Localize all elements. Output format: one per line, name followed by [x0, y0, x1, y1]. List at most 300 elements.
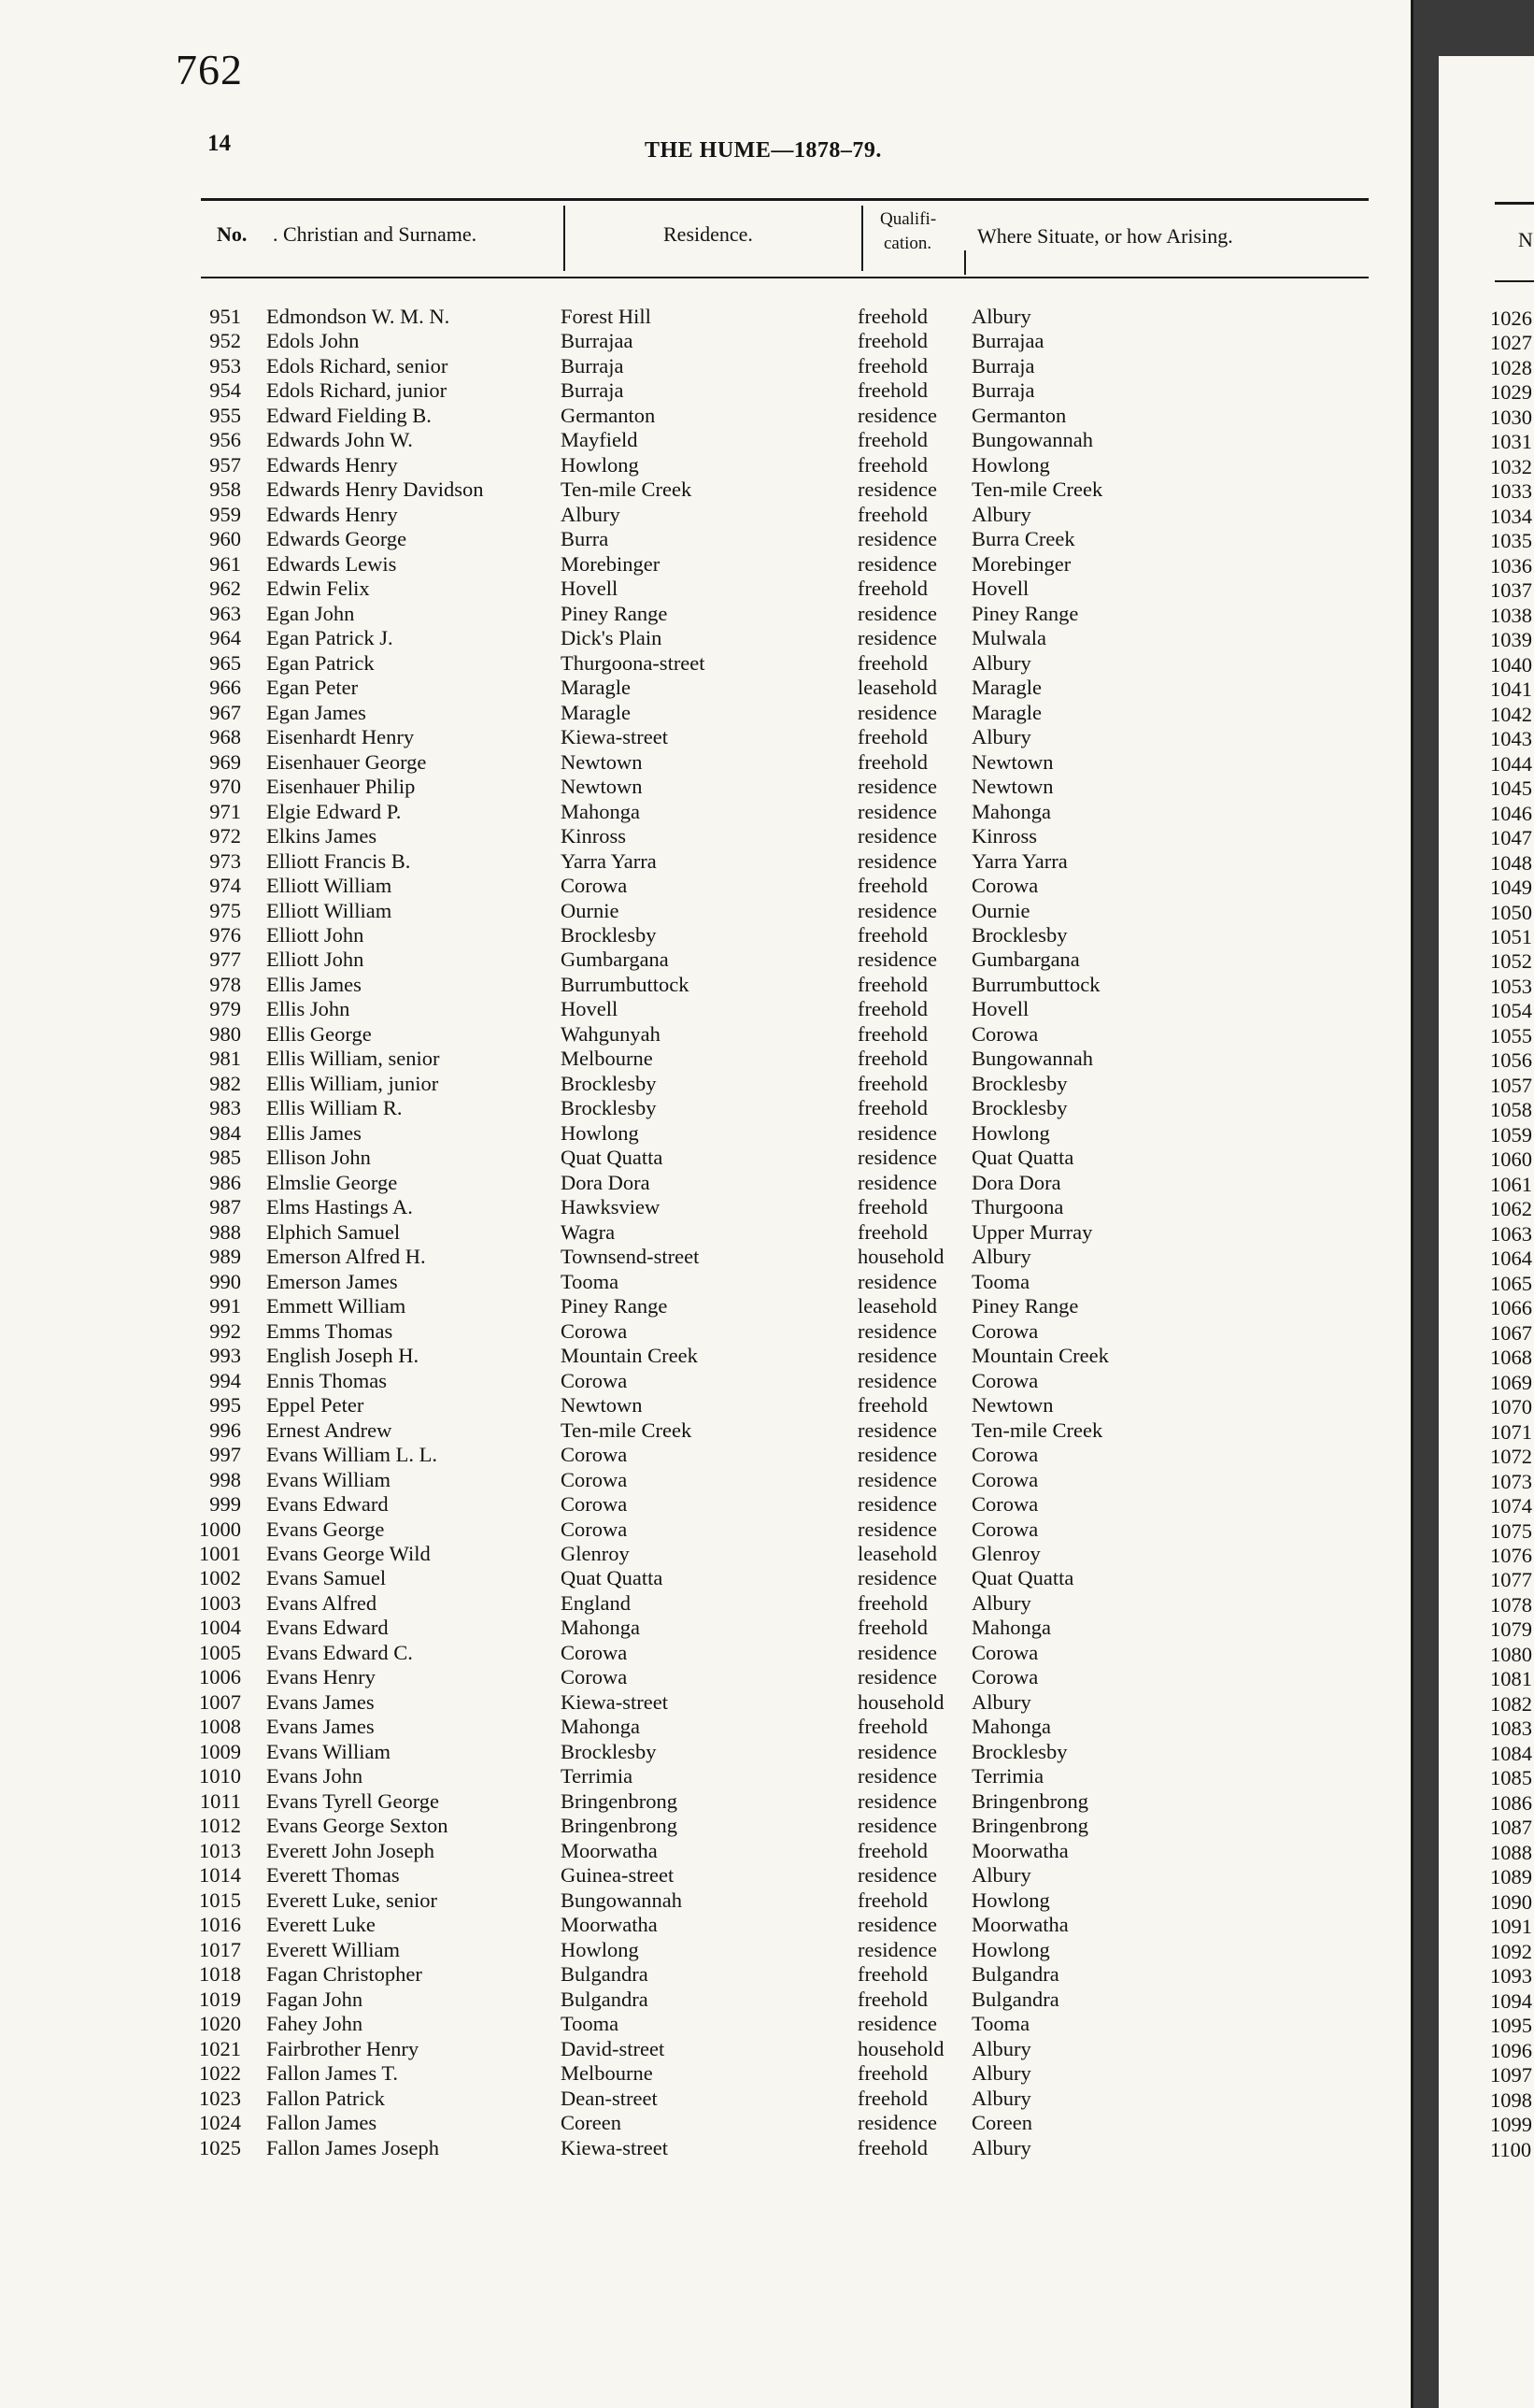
elector-residence: Mayfield — [561, 428, 638, 452]
elector-qualification: freehold — [858, 749, 928, 774]
column-divider — [964, 250, 966, 275]
column-header-qualification-1: Qualifi- — [880, 209, 937, 229]
facing-entry-number: 1081 — [1490, 1667, 1532, 1691]
elector-qualification: freehold — [858, 502, 928, 526]
elector-name: Evans Edward — [266, 1492, 389, 1517]
qualification-location: Morebinger — [972, 551, 1072, 576]
elector-name: Evans Edward C. — [266, 1640, 413, 1664]
elector-residence: Brocklesby — [561, 1096, 657, 1120]
elector-qualification: residence — [858, 898, 937, 922]
running-head: THE HUME—1878–79. — [645, 138, 882, 163]
entry-number: 963 — [209, 601, 241, 625]
table-row — [0, 1591, 1401, 1616]
elector-residence: Corowa — [561, 1318, 628, 1343]
table-row — [0, 2087, 1401, 2111]
table-row — [0, 527, 1401, 551]
elector-qualification: residence — [858, 799, 937, 823]
elector-qualification: residence — [858, 1146, 937, 1170]
table-row — [0, 2136, 1401, 2160]
elector-qualification: freehold — [858, 2135, 928, 2159]
entry-number: 1024 — [199, 2111, 241, 2135]
column-divider — [861, 206, 863, 271]
elector-qualification: residence — [858, 1814, 937, 1838]
facing-entry-number: 1082 — [1490, 1691, 1532, 1716]
elector-residence: Corowa — [561, 1665, 628, 1689]
table-row — [0, 1839, 1401, 1863]
facing-entry-number: 1087 — [1490, 1816, 1532, 1840]
table-row — [0, 1715, 1401, 1739]
elector-residence: Bringenbrong — [561, 1788, 677, 1813]
entry-number: 964 — [209, 626, 241, 650]
column-divider — [563, 206, 565, 271]
table-row — [0, 2061, 1401, 2086]
qualification-location: Bringenbrong — [972, 1788, 1088, 1813]
table-row — [0, 626, 1401, 650]
qualification-location: Moorwatha — [972, 1913, 1069, 1937]
entry-number: 955 — [209, 403, 241, 427]
entry-number: 997 — [209, 1443, 241, 1467]
facing-entry-number: 1083 — [1490, 1717, 1532, 1741]
table-row — [0, 725, 1401, 749]
qualification-location: Thurgoona — [972, 1195, 1064, 1219]
entry-number: 1022 — [199, 2061, 241, 2086]
elector-qualification: freehold — [858, 997, 928, 1021]
elector-name: Evans John — [266, 1764, 363, 1788]
table-row — [0, 577, 1401, 601]
elector-name: Fallon James Joseph — [266, 2135, 439, 2159]
entry-number: 996 — [209, 1418, 241, 1442]
elector-residence: Ten-mile Creek — [561, 477, 692, 502]
elector-residence: Germanton — [561, 403, 656, 427]
table-row — [0, 329, 1401, 353]
elector-name: Edwin Felix — [266, 577, 370, 601]
qualification-location: Ten-mile Creek — [972, 477, 1103, 502]
elector-qualification: leasehold — [858, 676, 937, 700]
table-row — [0, 1665, 1401, 1689]
qualification-location: Corowa — [972, 1318, 1039, 1343]
entry-number: 1017 — [199, 1937, 241, 1961]
qualification-location: Brocklesby — [972, 1096, 1068, 1120]
elector-residence: Corowa — [561, 1368, 628, 1392]
table-row — [0, 1418, 1401, 1443]
table-row — [0, 477, 1401, 502]
elector-qualification: freehold — [858, 725, 928, 749]
elector-name: Evans William — [266, 1739, 391, 1763]
elector-residence: Yarra Yarra — [561, 848, 657, 873]
qualification-location: Mountain Creek — [972, 1344, 1109, 1368]
table-row — [0, 874, 1401, 898]
qualification-location: Burra Creek — [972, 527, 1075, 551]
elector-name: Evans George Sexton — [266, 1814, 448, 1838]
column-header-name: . Christian and Surname. — [273, 222, 477, 246]
elector-qualification: freehold — [858, 1021, 928, 1046]
entry-number: 1023 — [199, 2086, 241, 2110]
entry-number: 986 — [209, 1170, 241, 1194]
qualification-location: Terrimia — [972, 1764, 1044, 1788]
qualification-location: Burraja — [972, 378, 1035, 403]
facing-entry-number: 1065 — [1490, 1271, 1532, 1295]
entry-number: 966 — [209, 676, 241, 700]
elector-residence: Corowa — [561, 1492, 628, 1517]
entry-number: 1015 — [199, 1888, 241, 1912]
entry-number: 1008 — [199, 1715, 241, 1739]
elector-residence: Corowa — [561, 1517, 628, 1541]
qualification-location: Glenroy — [972, 1542, 1041, 1565]
qualification-location: Quat Quatta — [972, 1146, 1074, 1170]
facing-entry-number: 1090 — [1490, 1889, 1532, 1914]
entry-number: 983 — [209, 1096, 241, 1120]
table-row — [0, 997, 1401, 1021]
entry-number: 984 — [209, 1120, 241, 1145]
elector-qualification: residence — [858, 551, 937, 576]
elector-name: Elms Hastings A. — [266, 1195, 413, 1219]
entry-number: 959 — [209, 502, 241, 526]
elector-name: Elliott Francis B. — [266, 848, 411, 873]
elector-qualification: residence — [858, 1913, 937, 1937]
elector-qualification: household — [858, 1689, 945, 1714]
table-row — [0, 378, 1401, 403]
entry-number: 1014 — [199, 1863, 241, 1888]
elector-residence: Moorwatha — [561, 1913, 658, 1937]
table-row — [0, 973, 1401, 997]
qualification-location: Ournie — [972, 898, 1030, 922]
elector-qualification: freehold — [858, 1616, 928, 1640]
facing-entry-number: 1088 — [1490, 1840, 1532, 1864]
elector-qualification: residence — [858, 948, 937, 972]
elector-qualification: freehold — [858, 329, 928, 353]
elector-name: Ellis William, junior — [266, 1071, 439, 1095]
facing-header-top-rule — [1495, 202, 1534, 205]
table-row — [0, 354, 1401, 378]
qualification-location: Hovell — [972, 577, 1030, 601]
elector-name: Eisenhardt Henry — [266, 725, 415, 749]
elector-residence: Corowa — [561, 1467, 628, 1491]
elector-name: Elgie Edward P. — [266, 799, 402, 823]
entry-number: 1011 — [199, 1788, 241, 1813]
elector-qualification: residence — [858, 1418, 937, 1442]
elector-residence: Brocklesby — [561, 1739, 657, 1763]
qualification-location: Bungowannah — [972, 428, 1093, 452]
table-row — [0, 1393, 1401, 1418]
elector-qualification: residence — [858, 1566, 937, 1590]
facing-column-header: N — [1518, 228, 1533, 251]
table-row — [0, 923, 1401, 948]
elector-name: Egan Patrick — [266, 650, 375, 675]
elector-residence: Piney Range — [561, 601, 668, 625]
qualification-location: Moorwatha — [972, 1838, 1069, 1862]
entry-number: 976 — [209, 923, 241, 947]
elector-residence: Hovell — [561, 577, 618, 601]
elector-qualification: freehold — [858, 2086, 928, 2110]
entry-number: 973 — [209, 848, 241, 873]
entry-number: 965 — [209, 650, 241, 675]
elector-name: Edwards John W. — [266, 428, 413, 452]
elector-name: Evans William — [266, 1467, 391, 1491]
entry-number: 974 — [209, 874, 241, 898]
table-row — [0, 1294, 1401, 1318]
table-row — [0, 1270, 1401, 1294]
qualification-location: Tooma — [972, 1269, 1030, 1293]
qualification-location: Tooma — [972, 2012, 1030, 2036]
elector-qualification: leasehold — [858, 1294, 937, 1318]
header-bottom-rule — [201, 277, 1369, 278]
entry-number: 995 — [209, 1393, 241, 1418]
elector-qualification: residence — [858, 1640, 937, 1664]
entry-number: 999 — [209, 1492, 241, 1517]
elector-residence: Moorwatha — [561, 1838, 658, 1862]
elector-qualification: residence — [858, 824, 937, 848]
elector-qualification: household — [858, 1245, 945, 1269]
facing-entry-number: 1094 — [1490, 1988, 1532, 2013]
facing-entry-number: 1046 — [1490, 801, 1532, 825]
elector-qualification: residence — [858, 1170, 937, 1194]
facing-entry-number: 1027 — [1490, 331, 1532, 355]
elector-name: Ellison John — [266, 1146, 371, 1170]
qualification-location: Corowa — [972, 874, 1039, 898]
elector-qualification: freehold — [858, 1962, 928, 1987]
elector-qualification: freehold — [858, 1096, 928, 1120]
qualification-location: Bringenbrong — [972, 1814, 1088, 1838]
elector-residence: Ten-mile Creek — [561, 1418, 692, 1442]
elector-qualification: freehold — [858, 2061, 928, 2086]
qualification-location: Upper Murray — [972, 1219, 1093, 1244]
entry-number: 990 — [209, 1269, 241, 1293]
entry-number: 967 — [209, 700, 241, 724]
table-row — [0, 651, 1401, 676]
table-row — [0, 701, 1401, 725]
elector-qualification: freehold — [858, 577, 928, 601]
elector-name: Fagan John — [266, 1987, 363, 2011]
entry-number: 975 — [209, 898, 241, 922]
facing-entry-number: 1086 — [1490, 1790, 1532, 1815]
elector-name: Evans James — [266, 1715, 375, 1739]
elector-residence: Bungowannah — [561, 1888, 682, 1912]
page-number: 14 — [207, 131, 231, 156]
elector-name: Eisenhauer Philip — [266, 775, 416, 799]
table-row — [0, 1517, 1401, 1542]
entry-number: 954 — [209, 378, 241, 403]
elector-name: Fallon Patrick — [266, 2086, 385, 2110]
elector-qualification: freehold — [858, 452, 928, 477]
facing-header-bottom-rule — [1495, 280, 1534, 282]
entry-number: 970 — [209, 775, 241, 799]
table-row — [0, 1047, 1401, 1071]
elector-residence: Dora Dora — [561, 1170, 650, 1194]
table-row — [0, 824, 1401, 848]
entry-number: 987 — [209, 1195, 241, 1219]
elector-residence: Hovell — [561, 997, 618, 1021]
table-row — [0, 1641, 1401, 1665]
table-row — [0, 503, 1401, 527]
table-row — [0, 1988, 1401, 2012]
facing-entry-number: 1048 — [1490, 850, 1532, 875]
elector-name: Eisenhauer George — [266, 749, 427, 774]
qualification-location: Bulgandra — [972, 1962, 1059, 1987]
entry-number: 979 — [209, 997, 241, 1021]
entry-number: 1004 — [199, 1616, 241, 1640]
table-row — [0, 1566, 1401, 1590]
entry-number: 1010 — [199, 1764, 241, 1788]
elector-name: Edols John — [266, 329, 360, 353]
table-row — [0, 1369, 1401, 1393]
qualification-location: Howlong — [972, 452, 1050, 477]
elector-residence: Guinea-street — [561, 1863, 675, 1888]
table-row — [0, 1121, 1401, 1146]
facing-entry-number: 1063 — [1490, 1221, 1532, 1246]
facing-entry-number: 1093 — [1490, 1964, 1532, 1988]
entry-number: 994 — [209, 1368, 241, 1392]
elector-name: Eppel Peter — [266, 1393, 364, 1418]
table-row — [0, 750, 1401, 775]
table-row — [0, 602, 1401, 626]
qualification-location: Bungowannah — [972, 1047, 1093, 1071]
facing-entry-number: 1040 — [1490, 652, 1532, 677]
entry-number: 988 — [209, 1219, 241, 1244]
entry-number: 1020 — [199, 2012, 241, 2036]
elector-name: Elphich Samuel — [266, 1219, 401, 1244]
elector-residence: Corowa — [561, 1443, 628, 1467]
elector-residence: Mahonga — [561, 1715, 640, 1739]
elector-qualification: residence — [858, 1120, 937, 1145]
elector-qualification: residence — [858, 848, 937, 873]
table-row — [0, 428, 1401, 452]
elector-residence: Thurgoona-street — [561, 650, 705, 675]
facing-entry-number: 1045 — [1490, 777, 1532, 801]
elector-qualification: residence — [858, 2012, 937, 2036]
qualification-location: Albury — [972, 1863, 1031, 1888]
facing-entry-number: 1032 — [1490, 454, 1532, 478]
facing-entry-number: 1077 — [1490, 1568, 1532, 1592]
entry-number: 993 — [209, 1344, 241, 1368]
entry-number: 1021 — [199, 2036, 241, 2060]
elector-name: Evans William L. L. — [266, 1443, 438, 1467]
entry-number: 972 — [209, 824, 241, 848]
elector-name: Emerson James — [266, 1269, 398, 1293]
qualification-location: Bulgandra — [972, 1987, 1059, 2011]
elector-residence: Melbourne — [561, 2061, 653, 2086]
elector-residence: Tooma — [561, 1269, 619, 1293]
elector-name: Evans Tyrell George — [266, 1788, 440, 1813]
facing-entry-number: 1034 — [1490, 504, 1532, 528]
qualification-location: Howlong — [972, 1120, 1050, 1145]
elector-residence: Hawksview — [561, 1195, 660, 1219]
elector-name: Ellis George — [266, 1021, 372, 1046]
folio-number: 762 — [176, 46, 243, 93]
table-row — [0, 1616, 1401, 1640]
elector-qualification: residence — [858, 1764, 937, 1788]
elector-residence: Burraja — [561, 378, 624, 403]
table-row — [0, 1022, 1401, 1047]
elector-name: Elkins James — [266, 824, 377, 848]
table-row — [0, 2037, 1401, 2061]
facing-entry-number: 1073 — [1490, 1469, 1532, 1493]
elector-qualification: residence — [858, 1739, 937, 1763]
elector-residence: Mountain Creek — [561, 1344, 698, 1368]
column-header-residence: Residence. — [663, 222, 753, 246]
facing-entry-number: 1043 — [1490, 727, 1532, 751]
facing-entry-number: 1080 — [1490, 1642, 1532, 1666]
facing-entry-number: 1028 — [1490, 355, 1532, 379]
elector-qualification: freehold — [858, 1838, 928, 1862]
qualification-location: Maragle — [972, 700, 1042, 724]
elector-name: Emerson Alfred H. — [266, 1245, 426, 1269]
elector-qualification: residence — [858, 2111, 937, 2135]
facing-entry-number: 1053 — [1490, 974, 1532, 998]
qualification-location: Ten-mile Creek — [972, 1418, 1103, 1442]
qualification-location: Newtown — [972, 775, 1054, 799]
elector-residence: Burrumbuttock — [561, 972, 689, 996]
facing-entry-number: 1075 — [1490, 1518, 1532, 1543]
elector-qualification: household — [858, 2036, 945, 2060]
elector-qualification: residence — [858, 700, 937, 724]
elector-qualification: residence — [858, 1937, 937, 1961]
table-row — [0, 305, 1401, 329]
entry-number: 985 — [209, 1146, 241, 1170]
table-row — [0, 1913, 1401, 1937]
elector-name: Everett Thomas — [266, 1863, 400, 1888]
facing-entry-number: 1067 — [1490, 1320, 1532, 1345]
elector-name: English Joseph H. — [266, 1344, 419, 1368]
elector-residence: Bringenbrong — [561, 1814, 677, 1838]
elector-name: Egan Patrick J. — [266, 626, 393, 650]
facing-entry-number: 1066 — [1490, 1296, 1532, 1320]
entry-number: 1003 — [199, 1590, 241, 1615]
entry-number: 1007 — [199, 1689, 241, 1714]
entry-number: 982 — [209, 1071, 241, 1095]
elector-name: Egan Peter — [266, 676, 359, 700]
facing-entry-number: 1055 — [1490, 1023, 1532, 1047]
elector-residence: Corowa — [561, 1640, 628, 1664]
facing-entry-number: 1062 — [1490, 1197, 1532, 1221]
elector-name: Everett Luke — [266, 1913, 376, 1937]
table-row — [0, 1319, 1401, 1344]
elector-name: Everett William — [266, 1937, 401, 1961]
facing-entry-number: 1089 — [1490, 1865, 1532, 1889]
table-row — [0, 1096, 1401, 1120]
table-row — [0, 1443, 1401, 1467]
facing-entry-number: 1074 — [1490, 1494, 1532, 1518]
elector-name: Evans George Wild — [266, 1542, 431, 1565]
qualification-location: Corowa — [972, 1492, 1039, 1517]
elector-qualification: residence — [858, 403, 937, 427]
elector-name: Emms Thomas — [266, 1318, 393, 1343]
facing-entry-number: 1026 — [1490, 306, 1532, 330]
qualification-location: Howlong — [972, 1937, 1050, 1961]
qualification-location: Piney Range — [972, 1294, 1079, 1318]
elector-residence: Melbourne — [561, 1047, 653, 1071]
table-row — [0, 849, 1401, 874]
entry-number: 1013 — [199, 1838, 241, 1862]
elector-name: Evans James — [266, 1689, 375, 1714]
elector-residence: Burraja — [561, 353, 624, 378]
elector-qualification: residence — [858, 1467, 937, 1491]
facing-entry-number: 1096 — [1490, 2038, 1532, 2062]
elector-name: Ellis William, senior — [266, 1047, 440, 1071]
elector-qualification: residence — [858, 527, 937, 551]
elector-name: Edols Richard, senior — [266, 353, 448, 378]
elector-residence: Corowa — [561, 874, 628, 898]
elector-name: Ellis James — [266, 1120, 362, 1145]
qualification-location: Quat Quatta — [972, 1566, 1074, 1590]
table-row — [0, 1764, 1401, 1788]
facing-entry-number: 1084 — [1490, 1741, 1532, 1765]
elector-residence: Townsend-street — [561, 1245, 700, 1269]
elector-name: Everett John Joseph — [266, 1838, 434, 1862]
qualification-location: Yarra Yarra — [972, 848, 1068, 873]
qualification-location: Mahonga — [972, 1715, 1051, 1739]
facing-entry-number: 1071 — [1490, 1419, 1532, 1444]
facing-entry-number: 1092 — [1490, 1939, 1532, 1963]
